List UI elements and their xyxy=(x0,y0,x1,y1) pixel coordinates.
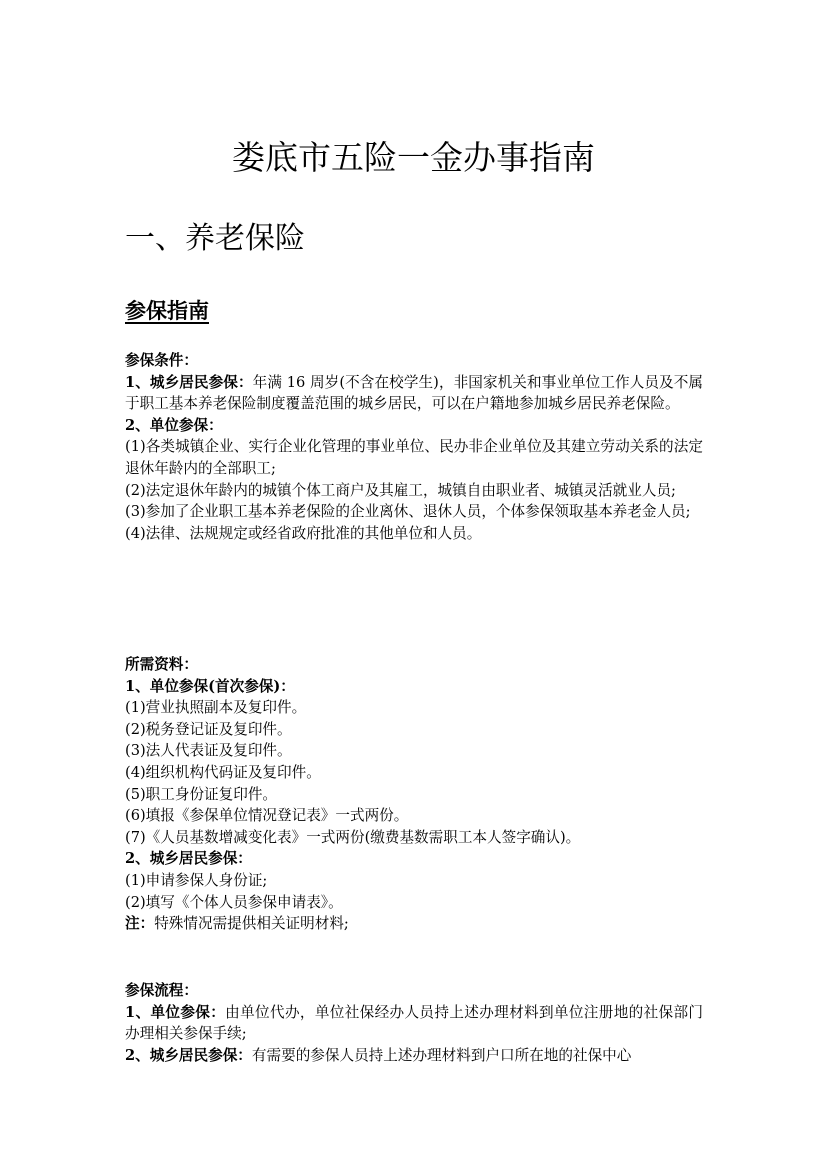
condition-item-2-label: 2、单位参保： xyxy=(125,416,223,434)
process-item-2-label: 2、城乡居民参保： xyxy=(125,1046,252,1064)
process-item-1 xyxy=(125,1002,703,1045)
condition-item-1-text: 年满 16 周岁(不含在校学生)，非国家机关和事业单位工作人员及不属于职工基本养老保险制度覆盖范围的城乡居民，可以在户籍地参加城乡居民养老保险。 xyxy=(125,373,703,413)
condition-line: (3)参加了企业职工基本养老保险的企业离休、退休人员，个体参保领取基本养老金人员; xyxy=(125,503,691,521)
materials-note xyxy=(125,913,703,935)
process-item-1-text: 由单位代办，单位社保经办人员持上述办理材料到单位注册地的社保部门办理相关参保手续; xyxy=(125,1003,703,1043)
materials-item-1-label: 1、单位参保(首次参保)： xyxy=(125,677,295,695)
materials-note-label: 注： xyxy=(125,915,155,933)
process-heading: 参保流程： xyxy=(125,982,198,999)
materials-line: (7)《人员基数增减变化表》一式两份(缴费基数需职工本人签字确认)。 xyxy=(125,828,581,846)
conditions-block xyxy=(125,350,703,544)
materials-line: (3)法人代表证及复印件。 xyxy=(125,742,292,760)
materials-line: (2)填写《个体人员参保申请表》。 xyxy=(125,893,343,911)
process-item-2-text: 有需要的参保人员持上述办理材料到户口所在地的社保中心 xyxy=(251,1046,632,1064)
materials-line: (5)职工身份证复印件。 xyxy=(125,785,278,803)
materials-line: (4)组织机构代码证及复印件。 xyxy=(125,763,321,781)
condition-line: (2)法定退休年龄内的城镇个体工商户及其雇工，城镇自由职业者、城镇灵活就业人员; xyxy=(125,481,676,499)
document-title: 娄底市五险一金办事指南 xyxy=(232,138,595,177)
subsection-heading-guide: 参保指南 xyxy=(125,298,209,323)
condition-item-1-label: 1、城乡居民参保： xyxy=(125,373,253,391)
condition-item-1 xyxy=(125,372,703,415)
conditions-heading: 参保条件： xyxy=(125,352,198,369)
condition-line: (4)法律、法规规定或经省政府批准的其他单位和人员。 xyxy=(125,524,482,542)
process-item-2 xyxy=(125,1045,703,1067)
materials-item-2-label: 2、城乡居民参保： xyxy=(125,850,252,868)
process-item-1-label: 1、单位参保： xyxy=(125,1003,226,1021)
section-heading-pension: 一、养老保险 xyxy=(125,221,305,256)
process-block xyxy=(125,980,703,1066)
condition-line: (1)各类城镇企业、实行企业化管理的事业单位、民办非企业单位及其建立劳动关系的法定退休年龄内的全部职工; xyxy=(125,438,703,477)
materials-line: (2)税务登记证及复印件。 xyxy=(125,720,292,738)
materials-heading: 所需资料： xyxy=(125,656,198,673)
materials-block xyxy=(125,654,703,935)
materials-line: (1)营业执照副本及复印件。 xyxy=(125,699,307,717)
materials-line: (6)填报《参保单位情况登记表》一式两份。 xyxy=(125,807,409,825)
materials-line: (1)申请参保人身份证; xyxy=(125,871,268,889)
materials-note-text: 特殊情况需提供相关证明材料; xyxy=(154,915,349,933)
